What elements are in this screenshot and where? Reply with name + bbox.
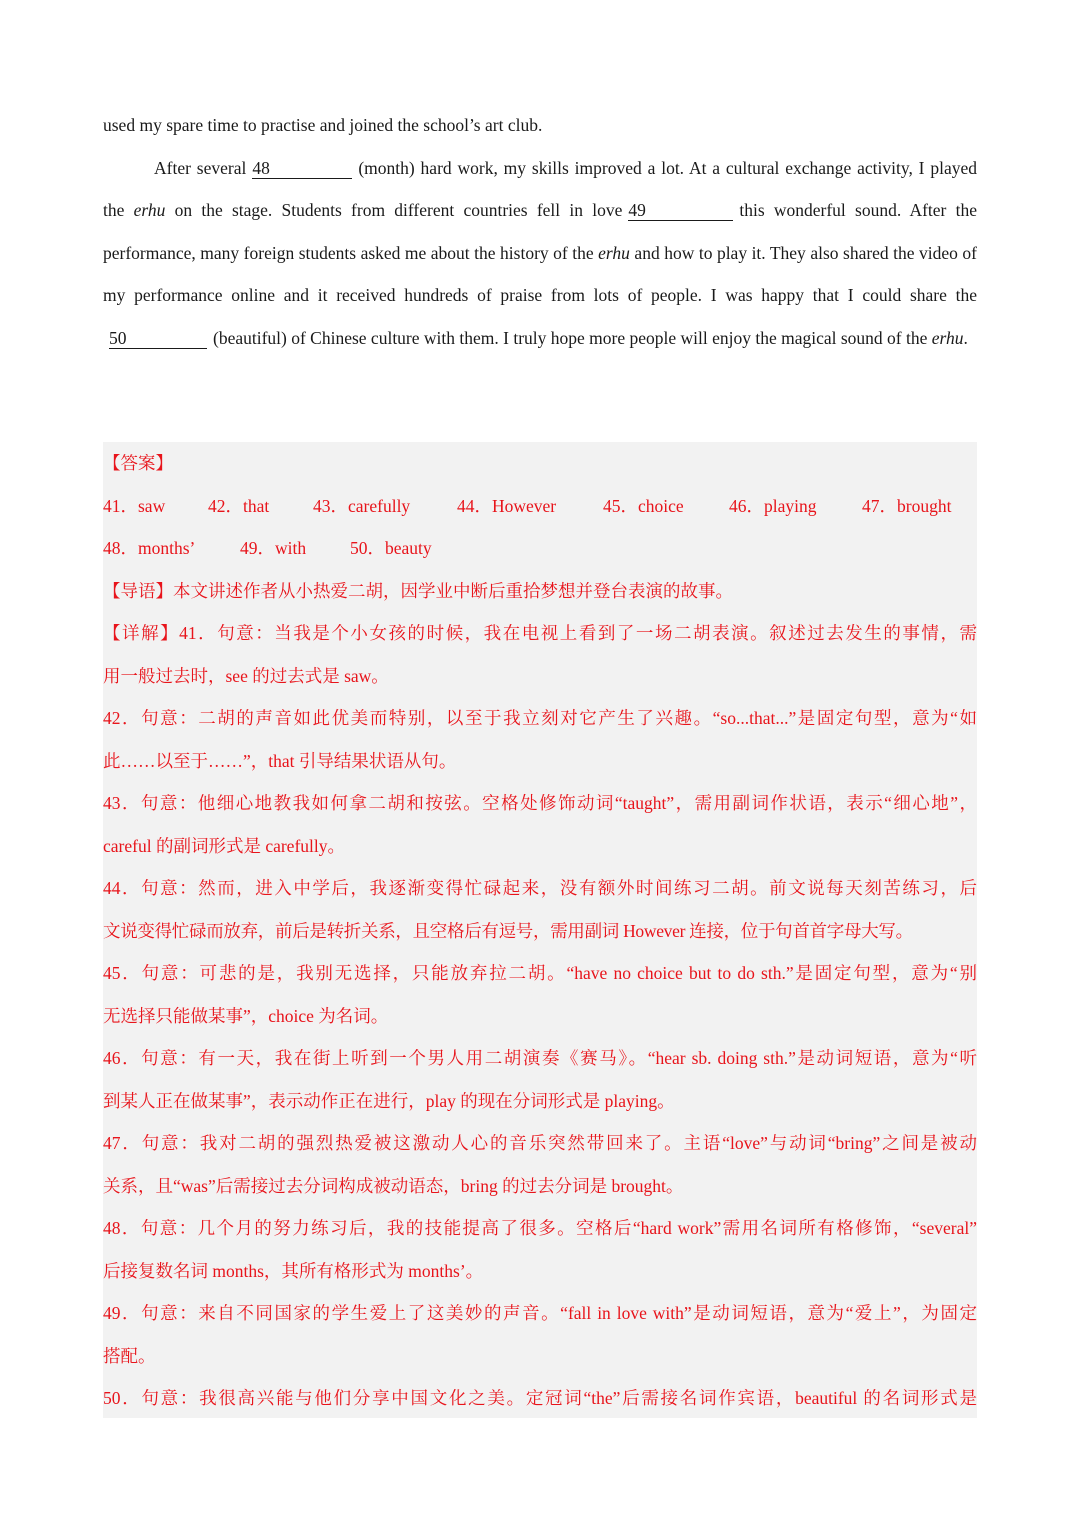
erhu-italic: erhu [931,327,964,348]
explanation-49-line-1: 49．句意：来自不同国家的学生爱上了这美妙的声音。“fall in love with”是动词短语，意为“爱上”，为固定 [103,1303,977,1323]
explanation-47-line-1: 47．句意：我对二胡的强烈热爱被这激动人心的音乐突然带回来了。主语“love”与动词“bring”之间是被动 [103,1133,977,1153]
answer-section [103,442,977,1418]
blank-50: 50 [109,328,207,349]
passage-text: . [963,327,968,348]
answer-row-1 [103,485,977,528]
blank-49: 49 [628,200,733,221]
guide-text: 【导语】本文讲述作者从小热爱二胡，因学业中断后重拾梦想并登台表演的故事。 [103,580,733,601]
explanation-48-line-2: 后接复数名词 months，其所有格形式为 months’。 [103,1260,484,1281]
answer-heading: 【答案】 [103,453,173,473]
answer-48: 48．months’ [103,538,196,558]
explanation-49-line-2: 搭配。 [103,1345,156,1366]
answer-45: 45．choice [603,495,684,516]
erhu-italic: erhu [133,200,166,220]
blank-48: 48 [252,158,352,179]
explanation-44-line-1: 44．句意：然而，进入中学后，我逐渐变得忙碌起来，没有额外时间练习二胡。前文说每天刻苦练习，后 [103,878,977,898]
answer-41: 41．saw [103,495,166,516]
answer-row-2 [103,527,977,570]
answer-49: 49．with [240,538,307,558]
explanation-46-line-1: 46．句意：有一天，我在街上听到一个男人用二胡演奏《赛马》。“hear sb. doing sth.”是动词短语，意为“听 [103,1048,977,1068]
explanation-46-line-2: 到某人正在做某事”，表示动作正在进行，play 的现在分词形式是 playing。 [103,1090,675,1111]
explanation-43-line-2: careful 的副词形式是 carefully。 [103,835,346,856]
passage-text: this wonderful sound. After the performance, many foreign students asked me about the history of the [103,200,977,263]
answer-43: 43．carefully [313,495,411,516]
explanation-50-line-1: 50．句意：我很高兴能与他们分享中国文化之美。定冠词“the”后需接名词作宾语，beautiful 的名词形式是 [103,1388,977,1408]
explanation-43-line-1: 43．句意：他细心地教我如何拿二胡和按弦。空格处修饰动词“taught”，需用副词作状语，表示“细心地”， [103,793,977,813]
passage-text: and how to play it. They also shared the video of my performance online and it received hundreds of praise from lots of people. I was happy that I could share the [103,242,978,305]
answer-46: 46．playing [729,495,817,516]
answer-47: 47．brought [862,495,952,516]
answer-42: 42．that [208,495,270,516]
passage-paragraph-2 [103,147,977,360]
passage-text: on the stage. Students from different countries fell in love [174,200,623,220]
explanation-45-line-1: 45．句意：可悲的是，我别无选择，只能放弃拉二胡。“have no choice but to do sth.”是固定句型，意为“别 [103,963,977,983]
explanation-41-line-1: 【详解】41．句意：当我是个小女孩的时候，我在电视上看到了一场二胡表演。叙述过去发生的事情，需 [103,623,977,643]
passage-text: (beautiful) of Chinese culture with them. I truly hope more people will enjoy the magical sound of the [213,327,928,348]
answer-50: 50．beauty [350,538,432,558]
passage [103,104,977,359]
explanation-48-line-1: 48．句意：几个月的努力练习后，我的技能提高了很多。空格后“hard work”需用名词所有格修饰，“several” [103,1218,977,1238]
explanation-42-line-1: 42．句意：二胡的声音如此优美而特别，以至于我立刻对它产生了兴趣。“so...that...”是固定句型，意为“如 [103,708,977,728]
passage-line-1: used my spare time to practise and joined the school’s art club. [103,115,543,135]
explanation-42-line-2: 此……以至于……”，that 引导结果状语从句。 [103,750,457,771]
passage-text: (month) hard work, my skills improved a lot. At a cultural exchange activity, I played the [103,157,977,220]
explanation-41-line-2: 用一般过去时，see 的过去式是 saw。 [103,665,389,686]
explanation-45-line-2: 无选择只能做某事”，choice 为名词。 [103,1005,389,1026]
passage-text: After several [154,157,247,178]
erhu-italic: erhu [598,242,630,263]
explanation-47-line-2: 关系，且“was”后需接过去分词构成被动语态，bring 的过去分词是 brought。 [103,1175,684,1196]
answer-44: 44．However [457,495,557,516]
explanation-44-line-2: 文说变得忙碌而放弃，前后是转折关系，且空格后有逗号，需用副词 However 连接，位于句首首字母大写。 [103,920,913,941]
